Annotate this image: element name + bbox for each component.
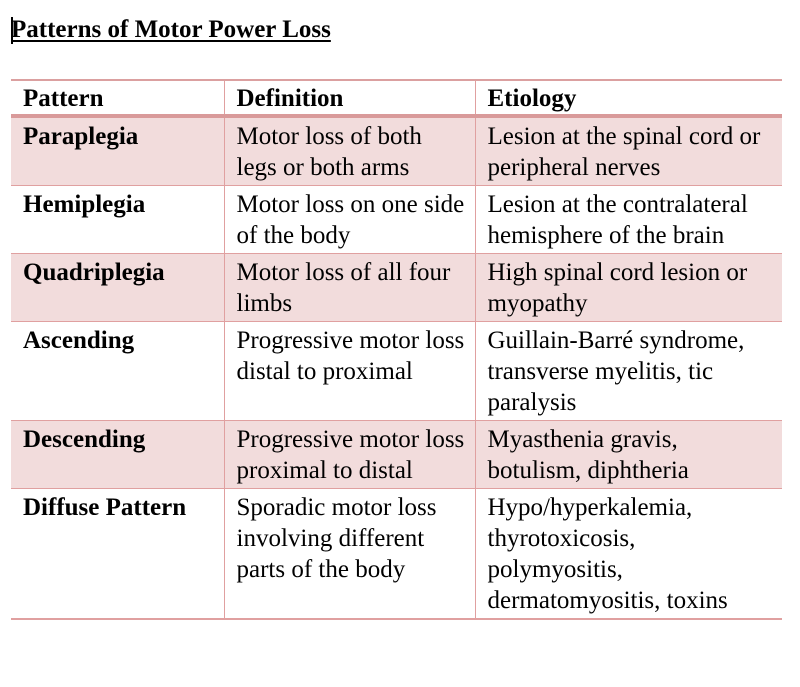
- cell-definition: Progressive motor loss distal to proximal: [224, 322, 475, 421]
- header-etiology: Etiology: [475, 80, 782, 116]
- cell-definition: Motor loss of both legs or both arms: [224, 116, 475, 186]
- table-row-descending: [11, 421, 782, 489]
- cell-pattern: Diffuse Pattern: [11, 489, 224, 620]
- motor-power-loss-table: [11, 79, 782, 620]
- table-row-quadriplegia: [11, 254, 782, 322]
- table-row-diffuse-pattern: [11, 489, 782, 620]
- cell-etiology: Lesion at the spinal cord or peripheral nerves: [475, 116, 782, 186]
- table-row-hemiplegia: [11, 186, 782, 254]
- table-row-ascending: [11, 322, 782, 421]
- cell-etiology: High spinal cord lesion or myopathy: [475, 254, 782, 322]
- cell-pattern: Paraplegia: [11, 116, 224, 186]
- table-header-row: [11, 80, 782, 116]
- header-definition: Definition: [224, 80, 475, 116]
- cell-definition: Motor loss on one side of the body: [224, 186, 475, 254]
- cell-pattern: Ascending: [11, 322, 224, 421]
- table-row-paraplegia: [11, 116, 782, 186]
- cell-definition: Motor loss of all four limbs: [224, 254, 475, 322]
- cell-pattern: Hemiplegia: [11, 186, 224, 254]
- cell-etiology: Lesion at the contralateral hemisphere of the brain: [475, 186, 782, 254]
- page-title: Patterns of Motor Power Loss: [11, 16, 331, 43]
- cell-pattern: Quadriplegia: [11, 254, 224, 322]
- cell-etiology: Guillain-Barré syndrome, transverse myelitis, tic paralysis: [475, 322, 782, 421]
- header-pattern: Pattern: [11, 80, 224, 116]
- cell-etiology: Hypo/hyperkalemia, thyrotoxicosis, polymyositis, dermatomyositis, toxins: [475, 489, 782, 620]
- cell-etiology: Myasthenia gravis, botulism, diphtheria: [475, 421, 782, 489]
- cell-definition: Sporadic motor loss involving different parts of the body: [224, 489, 475, 620]
- cell-definition: Progressive motor loss proximal to distal: [224, 421, 475, 489]
- cell-pattern: Descending: [11, 421, 224, 489]
